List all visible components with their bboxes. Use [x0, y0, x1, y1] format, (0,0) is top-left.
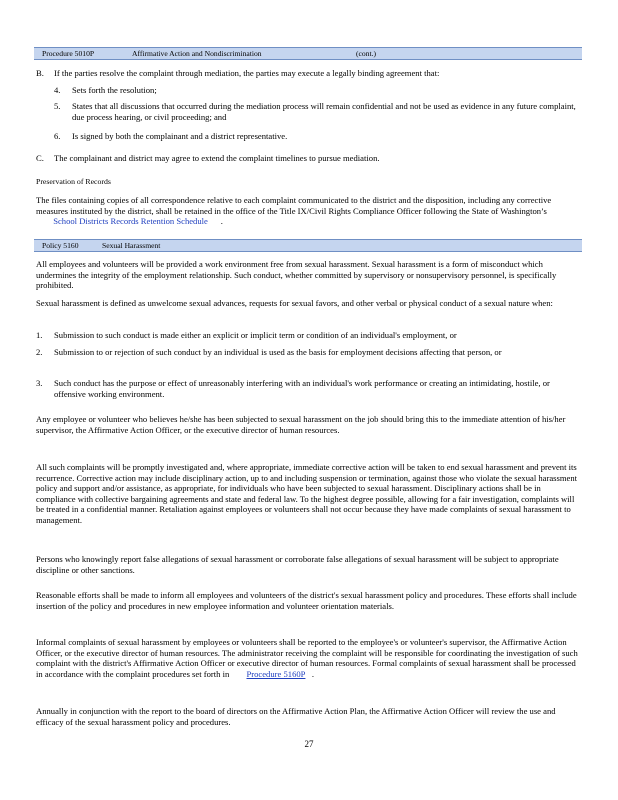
records-heading: Preservation of Records	[36, 177, 111, 186]
sub-item-number: 4.	[54, 85, 61, 95]
item-b-text: If the parties resolve the complaint through mediation, the parties may execute a legally binding agreement that:	[54, 68, 440, 78]
procedure-title: Affirmative Action and Nondiscrimination	[132, 49, 262, 58]
list-text: Submission to or rejection of such conduct by an individual is used as the basis for employment decisions affecting that person, or	[54, 347, 502, 357]
paragraph-2: Sexual harassment is defined as unwelcome sexual advances, requests for sexual favors, and other verbal or physical conduct of a sexual nature when:	[36, 298, 553, 308]
sub-item-number: 5.	[54, 101, 61, 111]
section-header-policy-5160	[34, 239, 582, 252]
paragraph-4: All such complaints will be promptly investigated and, where appropriate, immediate corrective action will be taken to end sexual harassment and prevent its recurrence. Corrective action may include disciplinary action, up to and including suspension or termination, against those who violate the sexual harassment policy and support and/or assistance, as appropriate, for individuals who have been subjected to sexual harassment. Disciplinary actions shall be in compliance with collective bargaining agreements and state and federal law. To the highest degree possible, allowing for a fair investigation, complaints will be treated in a confidential manner. Retaliation against employees or volunteers shall not occur because they have made complaints of sexual harassment to management.	[36, 462, 578, 525]
paragraph-7-tail: .	[311, 668, 315, 679]
records-tail: .	[220, 216, 223, 227]
records-retention-link[interactable]: School Districts Records Retention Schedule	[53, 216, 208, 227]
paragraph-1: All employees and volunteers will be provided a work environment free from sexual harassment. Sexual harassment is a form of misconduct which undermines the integrity of the employment relationship. Such conduct, whether committed by supervisory or nonsupervisory personnel, is specifically prohibited.	[36, 259, 557, 291]
paragraph-8: Annually in conjunction with the report to the board of directors on the Affirmative Action Plan, the Affirmative Action Officer will review the use and efficacy of the sexual harassment policy and procedures.	[36, 706, 556, 727]
procedure-number: Procedure 5010P	[42, 49, 95, 58]
item-b-label: B.	[36, 68, 44, 78]
list-number: 1.	[36, 330, 43, 340]
paragraph-6: Reasonable efforts shall be made to inform all employees and volunteers of the district's sexual harassment policy and procedures. These efforts shall include insertion of the policy and procedures in new employee information and volunteer orientation materials.	[36, 590, 577, 611]
sub-item-number: 6.	[54, 131, 61, 141]
list-text: Submission to such conduct is made either an explicit or implicit term or condition of an individual's employment, or	[54, 330, 457, 340]
item-c-text: The complainant and district may agree to extend the complaint timelines to pursue mediation.	[54, 153, 380, 163]
list-number: 2.	[36, 347, 43, 357]
procedure-5160p-link[interactable]: Procedure 5160P	[246, 668, 306, 679]
section-header-procedure-5010p	[34, 47, 582, 60]
policy-number: Policy 5160	[42, 241, 79, 250]
sub-item-text: Is signed by both the complainant and a district representative.	[72, 131, 288, 141]
list-text: Such conduct has the purpose or effect of unreasonably interfering with an individual's work performance or creating an intimidating, hostile, or offensive working environment.	[54, 378, 550, 399]
sub-item-text: Sets forth the resolution;	[72, 85, 157, 95]
records-text: The files containing copies of all correspondence relative to each complaint communicated to the district and the disposition, including any corrective measures instituted by the district, shall be retained in the office of the Title IX/Civil Rights Compliance Officer following the State of Washington’s	[36, 195, 552, 216]
continued-label: (cont.)	[356, 49, 377, 58]
paragraph-7	[36, 637, 582, 679]
list-number: 3.	[36, 378, 43, 388]
sub-item-text: States that all discussions that occurred during the mediation process will remain confidential and not be used as evidence in any future complaint, due process hearing, or civil proceeding; and	[72, 101, 576, 122]
records-paragraph	[36, 195, 582, 227]
page-number: 27	[304, 739, 314, 749]
paragraph-5: Persons who knowingly report false allegations of sexual harassment or corroborate false allegations of sexual harassment will be subject to appropriate discipline or other sanctions.	[36, 554, 559, 575]
paragraph-7-text: Informal complaints of sexual harassment by employees or volunteers shall be reported to the employee's or volunteer's supervisor, the Affirmative Action Officer, or the executive director of human resources. The administrator receiving the complaint will be responsible for coordinating the investigation of such complaint with the district's Affirmative Action Officer or executive director of human resources. Formal complaints of sexual harassment shall be processed in accordance with the complaint procedures set forth in	[36, 637, 578, 679]
policy-title: Sexual Harassment	[102, 241, 161, 250]
paragraph-3: Any employee or volunteer who believes he/she has been subjected to sexual harassment on the job should bring this to the immediate attention of his/her supervisor, the Affirmative Action Officer, or the executive director of human resources.	[36, 414, 566, 435]
item-c-label: C.	[36, 153, 44, 163]
